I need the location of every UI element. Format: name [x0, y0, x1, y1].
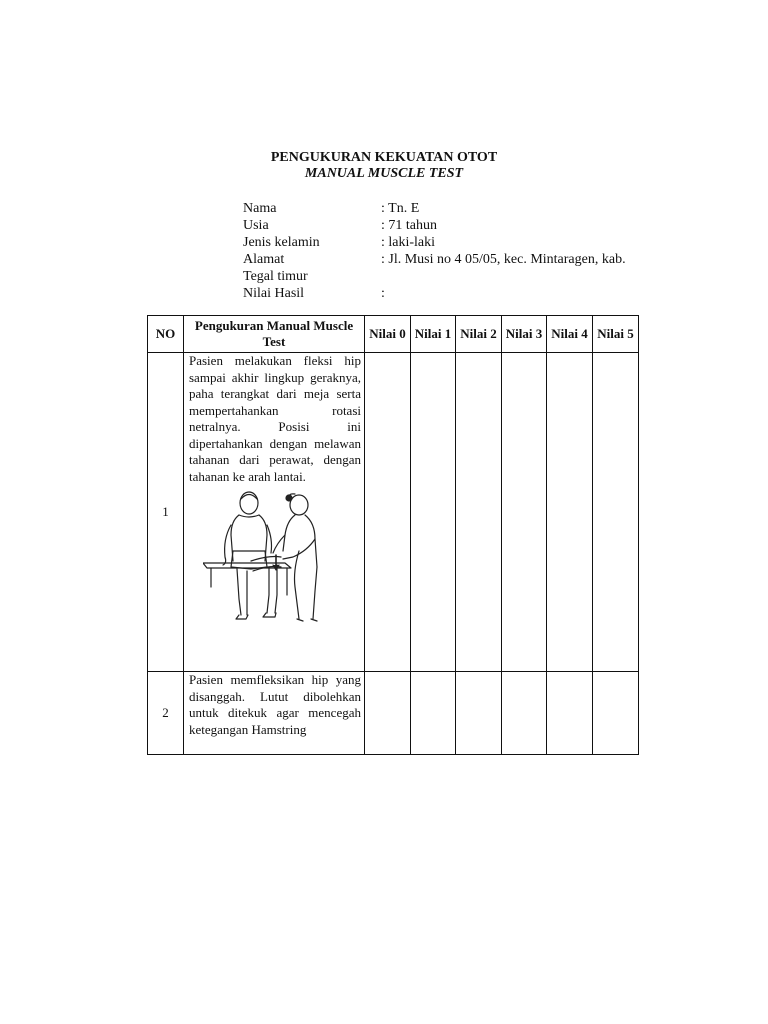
nilai-cell[interactable]	[593, 672, 639, 755]
header-nilai-3: Nilai 3	[502, 316, 547, 353]
info-label: Alamat	[243, 252, 285, 267]
row-description: Pasien memfleksikan hip yang disanggah. Lutut dibolehkan untuk ditekuk agar mencegah ketegangan Hamstring	[189, 672, 361, 737]
header-measure: Pengukuran Manual Muscle Test	[184, 316, 365, 353]
document-subtitle: MANUAL MUSCLE TEST	[304, 166, 464, 181]
info-value: : 71 tahun	[381, 218, 437, 233]
info-label: Nilai Hasil	[243, 286, 305, 301]
info-value: :	[381, 286, 385, 301]
muscle-test-table	[147, 315, 639, 755]
header-nilai-0: Nilai 0	[365, 316, 411, 353]
info-value: : laki-laki	[381, 235, 436, 250]
document-title-block	[0, 150, 768, 182]
nilai-cell[interactable]	[547, 353, 593, 672]
info-value: : Jl. Musi no 4 05/05, kec. Mintaragen, kab.	[381, 252, 626, 267]
patient-nurse-hip-flexion-drawing-icon	[203, 491, 339, 623]
nilai-cell[interactable]	[456, 353, 502, 672]
nilai-cell[interactable]	[593, 353, 639, 672]
nilai-cell[interactable]	[411, 672, 456, 755]
nilai-cell[interactable]	[365, 353, 411, 672]
header-no: NO	[148, 316, 184, 353]
row-description-cell	[184, 672, 365, 755]
nilai-cell[interactable]	[547, 672, 593, 755]
nilai-cell[interactable]	[456, 672, 502, 755]
header-nilai-4: Nilai 4	[547, 316, 593, 353]
info-label: Usia	[243, 218, 269, 233]
header-nilai-2: Nilai 2	[456, 316, 502, 353]
table-header-row	[148, 316, 639, 353]
nilai-cell[interactable]	[365, 672, 411, 755]
table-row	[148, 672, 639, 755]
illustration-wrap	[189, 485, 361, 627]
row-number: 1	[148, 353, 184, 672]
info-label: Jenis kelamin	[243, 235, 320, 250]
header-nilai-5: Nilai 5	[593, 316, 639, 353]
document-title: PENGUKURAN KEKUATAN OTOT	[270, 150, 498, 165]
table-row	[148, 353, 639, 672]
nilai-cell[interactable]	[502, 672, 547, 755]
nilai-cell[interactable]	[411, 353, 456, 672]
row-number: 2	[148, 672, 184, 755]
info-label: Nama	[243, 201, 277, 216]
info-label: Tegal timur	[243, 269, 308, 284]
nilai-cell[interactable]	[502, 353, 547, 672]
row-description: Pasien melakukan fleksi hip sampai akhir lingkup geraknya, paha terangkat dari meja serta mempertahankan rotasi netralnya. Posisi ini dipertahankan dengan melawan tahanan dari perawat, dengan tahanan ke arah lantai.	[189, 353, 361, 484]
info-value: : Tn. E	[381, 201, 420, 216]
row-description-cell	[184, 353, 365, 672]
header-nilai-1: Nilai 1	[411, 316, 456, 353]
